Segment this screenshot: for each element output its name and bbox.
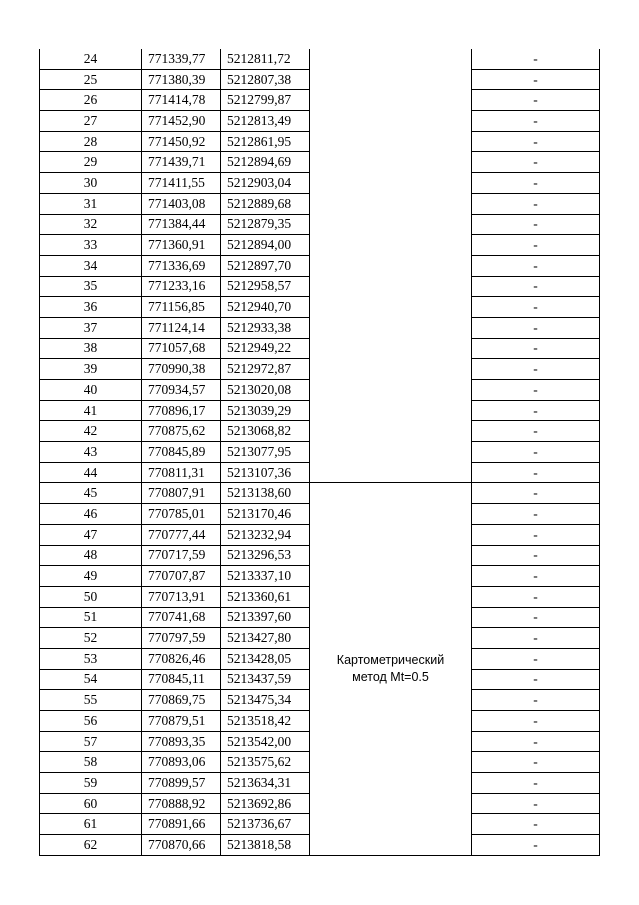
y-coordinate-cell: 5212879,35: [221, 214, 310, 235]
point-number-cell: 55: [40, 690, 142, 711]
dash-mark-cell: -: [472, 773, 600, 794]
point-number-cell: 48: [40, 545, 142, 566]
table-row: [40, 483, 600, 504]
dash-mark-cell: -: [472, 111, 600, 132]
point-number-cell: 41: [40, 400, 142, 421]
y-coordinate-cell: 5212799,87: [221, 90, 310, 111]
y-coordinate-cell: 5213692,86: [221, 793, 310, 814]
dash-mark-cell: -: [472, 524, 600, 545]
x-coordinate-cell: 771124,14: [142, 317, 221, 338]
y-coordinate-cell: 5212972,87: [221, 359, 310, 380]
y-coordinate-cell: 5213518,42: [221, 711, 310, 732]
dash-mark-cell: -: [472, 276, 600, 297]
point-number-cell: 52: [40, 628, 142, 649]
x-coordinate-cell: 770893,35: [142, 731, 221, 752]
y-coordinate-cell: 5212889,68: [221, 193, 310, 214]
point-number-cell: 47: [40, 524, 142, 545]
y-coordinate-cell: 5212958,57: [221, 276, 310, 297]
point-number-cell: 54: [40, 669, 142, 690]
y-coordinate-cell: 5212894,00: [221, 235, 310, 256]
dash-mark-cell: -: [472, 835, 600, 856]
dash-mark-cell: -: [472, 338, 600, 359]
y-coordinate-cell: 5213020,08: [221, 380, 310, 401]
point-number-cell: 28: [40, 131, 142, 152]
y-coordinate-cell: 5213475,34: [221, 690, 310, 711]
x-coordinate-cell: 770934,57: [142, 380, 221, 401]
point-number-cell: 40: [40, 380, 142, 401]
y-coordinate-cell: 5213634,31: [221, 773, 310, 794]
dash-mark-cell: -: [472, 545, 600, 566]
point-number-cell: 33: [40, 235, 142, 256]
y-coordinate-cell: 5213107,36: [221, 462, 310, 483]
x-coordinate-cell: 770707,87: [142, 566, 221, 587]
point-number-cell: 43: [40, 442, 142, 463]
dash-mark-cell: -: [472, 711, 600, 732]
dash-mark-cell: -: [472, 669, 600, 690]
point-number-cell: 59: [40, 773, 142, 794]
point-number-cell: 42: [40, 421, 142, 442]
x-coordinate-cell: 770893,06: [142, 752, 221, 773]
y-coordinate-cell: 5212861,95: [221, 131, 310, 152]
x-coordinate-cell: 771411,55: [142, 173, 221, 194]
x-coordinate-cell: 771452,90: [142, 111, 221, 132]
x-coordinate-cell: 770741,68: [142, 607, 221, 628]
dash-mark-cell: -: [472, 628, 600, 649]
point-number-cell: 27: [40, 111, 142, 132]
y-coordinate-cell: 5212811,72: [221, 49, 310, 69]
x-coordinate-cell: 771414,78: [142, 90, 221, 111]
dash-mark-cell: -: [472, 152, 600, 173]
dash-mark-cell: -: [472, 400, 600, 421]
point-number-cell: 56: [40, 711, 142, 732]
y-coordinate-cell: 5212903,04: [221, 173, 310, 194]
dash-mark-cell: -: [472, 607, 600, 628]
x-coordinate-cell: 770870,66: [142, 835, 221, 856]
dash-mark-cell: -: [472, 462, 600, 483]
x-coordinate-cell: 771380,39: [142, 69, 221, 90]
x-coordinate-cell: 770845,11: [142, 669, 221, 690]
point-number-cell: 36: [40, 297, 142, 318]
x-coordinate-cell: 770811,31: [142, 462, 221, 483]
dash-mark-cell: -: [472, 690, 600, 711]
dash-mark-cell: -: [472, 193, 600, 214]
dash-mark-cell: -: [472, 586, 600, 607]
dash-mark-cell: -: [472, 131, 600, 152]
method-note-line2: метод Mt=0.5: [352, 670, 429, 685]
y-coordinate-cell: 5212813,49: [221, 111, 310, 132]
point-number-cell: 57: [40, 731, 142, 752]
y-coordinate-cell: 5213170,46: [221, 504, 310, 525]
point-number-cell: 45: [40, 483, 142, 504]
y-coordinate-cell: 5213437,59: [221, 669, 310, 690]
dash-mark-cell: -: [472, 793, 600, 814]
dash-mark-cell: -: [472, 317, 600, 338]
dash-mark-cell: -: [472, 814, 600, 835]
method-note-line1: Картометрический: [336, 653, 445, 668]
dash-mark-cell: -: [472, 90, 600, 111]
y-coordinate-cell: 5213736,67: [221, 814, 310, 835]
y-coordinate-cell: 5213337,10: [221, 566, 310, 587]
point-number-cell: 61: [40, 814, 142, 835]
x-coordinate-cell: 771403,08: [142, 193, 221, 214]
dash-mark-cell: -: [472, 752, 600, 773]
x-coordinate-cell: 770713,91: [142, 586, 221, 607]
y-coordinate-cell: 5213575,62: [221, 752, 310, 773]
point-number-cell: 26: [40, 90, 142, 111]
dash-mark-cell: -: [472, 566, 600, 587]
point-number-cell: 44: [40, 462, 142, 483]
dash-mark-cell: -: [472, 380, 600, 401]
x-coordinate-cell: 770717,59: [142, 545, 221, 566]
y-coordinate-cell: 5213428,05: [221, 648, 310, 669]
y-coordinate-cell: 5213232,94: [221, 524, 310, 545]
dash-mark-cell: -: [472, 648, 600, 669]
point-number-cell: 49: [40, 566, 142, 587]
dash-mark-cell: -: [472, 359, 600, 380]
x-coordinate-cell: 770899,57: [142, 773, 221, 794]
x-coordinate-cell: 770896,17: [142, 400, 221, 421]
y-coordinate-cell: 5212949,22: [221, 338, 310, 359]
point-number-cell: 39: [40, 359, 142, 380]
y-coordinate-cell: 5212894,69: [221, 152, 310, 173]
dash-mark-cell: -: [472, 255, 600, 276]
x-coordinate-cell: 770990,38: [142, 359, 221, 380]
x-coordinate-cell: 770875,62: [142, 421, 221, 442]
point-number-cell: 25: [40, 69, 142, 90]
y-coordinate-cell: 5213138,60: [221, 483, 310, 504]
point-number-cell: 62: [40, 835, 142, 856]
dash-mark-cell: -: [472, 235, 600, 256]
x-coordinate-cell: 770869,75: [142, 690, 221, 711]
point-number-cell: 29: [40, 152, 142, 173]
y-coordinate-cell: 5213397,60: [221, 607, 310, 628]
x-coordinate-cell: 770891,66: [142, 814, 221, 835]
y-coordinate-cell: 5213296,53: [221, 545, 310, 566]
point-number-cell: 53: [40, 648, 142, 669]
table-row: [40, 49, 600, 69]
x-coordinate-cell: 771439,71: [142, 152, 221, 173]
x-coordinate-cell: 771336,69: [142, 255, 221, 276]
x-coordinate-cell: 770807,91: [142, 483, 221, 504]
x-coordinate-cell: 770797,59: [142, 628, 221, 649]
dash-mark-cell: -: [472, 442, 600, 463]
dash-mark-cell: -: [472, 49, 600, 69]
x-coordinate-cell: 770879,51: [142, 711, 221, 732]
y-coordinate-cell: 5213542,00: [221, 731, 310, 752]
point-number-cell: 58: [40, 752, 142, 773]
method-cell-empty: [310, 49, 472, 483]
y-coordinate-cell: 5213039,29: [221, 400, 310, 421]
point-number-cell: 46: [40, 504, 142, 525]
y-coordinate-cell: 5212940,70: [221, 297, 310, 318]
x-coordinate-cell: 770845,89: [142, 442, 221, 463]
point-number-cell: 30: [40, 173, 142, 194]
x-coordinate-cell: 771233,16: [142, 276, 221, 297]
dash-mark-cell: -: [472, 214, 600, 235]
y-coordinate-cell: 5212807,38: [221, 69, 310, 90]
y-coordinate-cell: 5213068,82: [221, 421, 310, 442]
x-coordinate-cell: 771057,68: [142, 338, 221, 359]
dash-mark-cell: -: [472, 483, 600, 504]
x-coordinate-cell: 771339,77: [142, 49, 221, 69]
y-coordinate-cell: 5213427,80: [221, 628, 310, 649]
x-coordinate-cell: 770777,44: [142, 524, 221, 545]
dash-mark-cell: -: [472, 69, 600, 90]
dash-mark-cell: -: [472, 173, 600, 194]
y-coordinate-cell: 5213360,61: [221, 586, 310, 607]
point-number-cell: 50: [40, 586, 142, 607]
x-coordinate-cell: 771384,44: [142, 214, 221, 235]
point-number-cell: 38: [40, 338, 142, 359]
x-coordinate-cell: 771156,85: [142, 297, 221, 318]
y-coordinate-cell: 5212933,38: [221, 317, 310, 338]
point-number-cell: 35: [40, 276, 142, 297]
y-coordinate-cell: 5213077,95: [221, 442, 310, 463]
point-number-cell: 60: [40, 793, 142, 814]
dash-mark-cell: -: [472, 731, 600, 752]
point-number-cell: 31: [40, 193, 142, 214]
x-coordinate-cell: 770826,46: [142, 648, 221, 669]
coordinates-table: [39, 49, 600, 856]
point-number-cell: 51: [40, 607, 142, 628]
point-number-cell: 34: [40, 255, 142, 276]
x-coordinate-cell: 771360,91: [142, 235, 221, 256]
method-note-cell: [310, 483, 472, 855]
point-number-cell: 32: [40, 214, 142, 235]
point-number-cell: 37: [40, 317, 142, 338]
dash-mark-cell: -: [472, 297, 600, 318]
point-number-cell: 24: [40, 49, 142, 69]
x-coordinate-cell: 771450,92: [142, 131, 221, 152]
dash-mark-cell: -: [472, 421, 600, 442]
x-coordinate-cell: 770785,01: [142, 504, 221, 525]
y-coordinate-cell: 5212897,70: [221, 255, 310, 276]
y-coordinate-cell: 5213818,58: [221, 835, 310, 856]
dash-mark-cell: -: [472, 504, 600, 525]
x-coordinate-cell: 770888,92: [142, 793, 221, 814]
